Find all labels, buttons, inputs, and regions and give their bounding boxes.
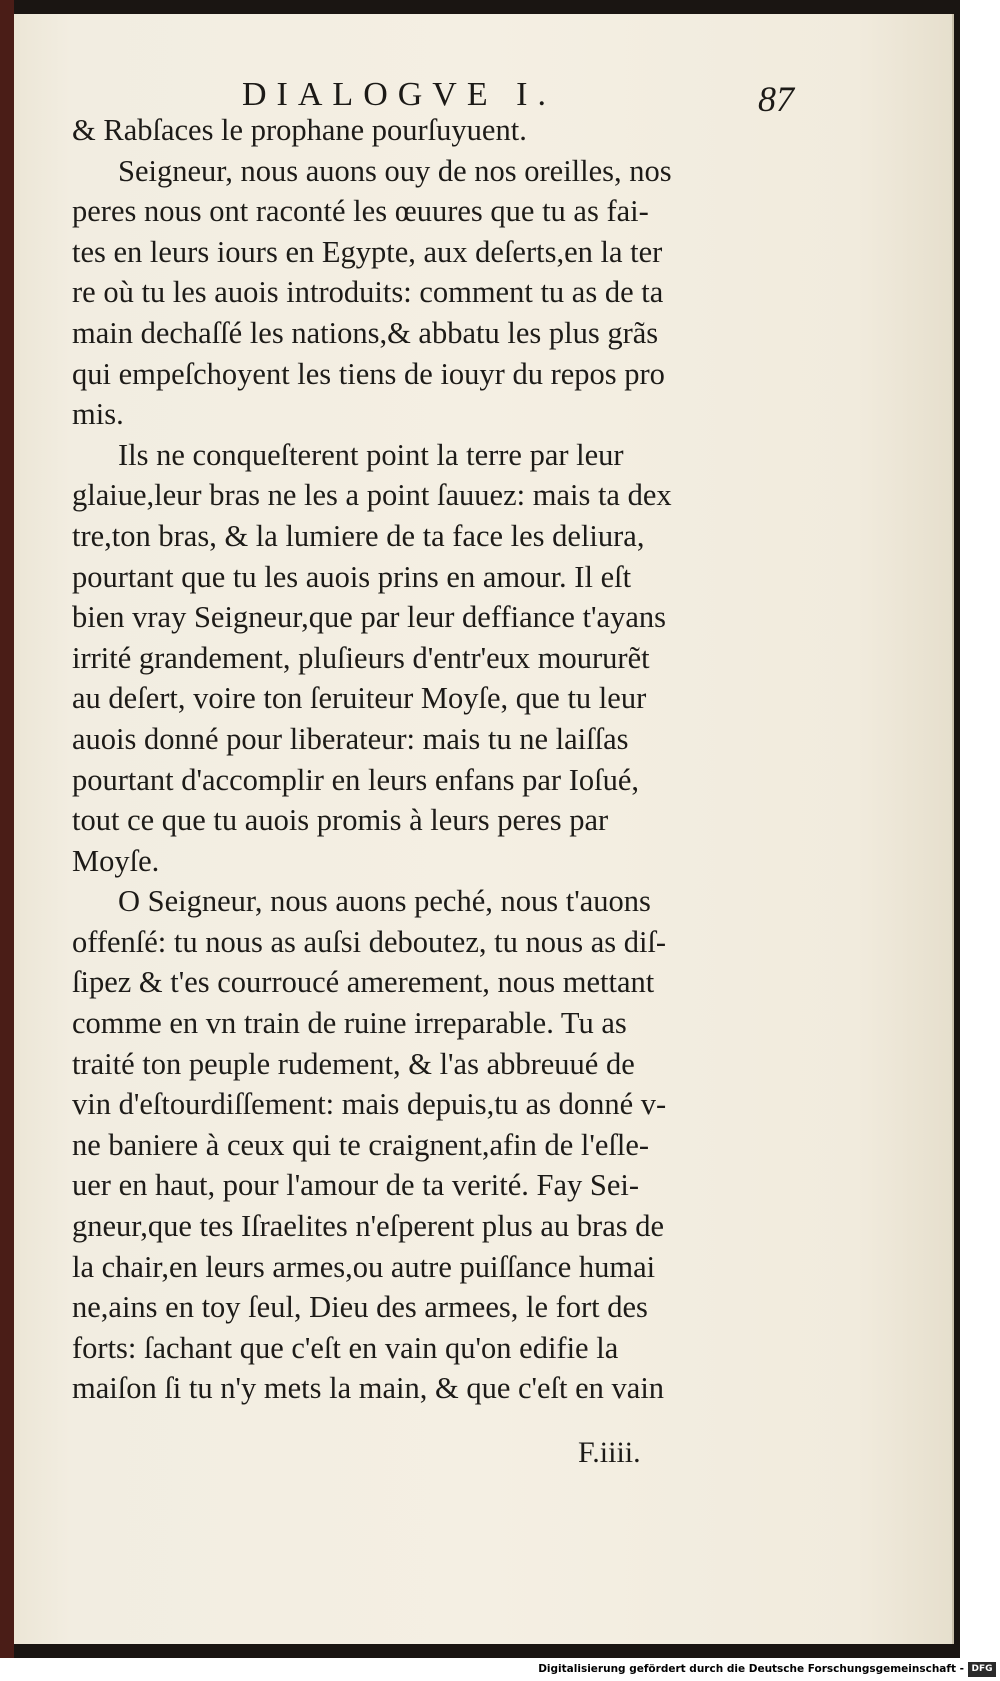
text-line: mis.	[72, 397, 124, 432]
body-text	[72, 110, 782, 1409]
book-spine	[0, 0, 14, 1658]
paragraph	[72, 881, 782, 1409]
text-line: Moyſe.	[72, 843, 160, 878]
page-number: 87	[758, 79, 794, 119]
text-line: re où tu les auois introduits: comment tu as de ta	[72, 275, 664, 310]
text-line: la chair,en leurs armes,ou autre puiſſance humai	[72, 1249, 656, 1284]
text-line: bien vray Seigneur,que par leur deffiance t'ayans	[72, 600, 666, 635]
text-line: tout ce que tu auois promis à leurs peres par	[72, 803, 609, 838]
text-line: tes en leurs iours en Egypte, aux deſerts,en la ter	[72, 234, 663, 269]
funding-credit: Digitalisierung gefördert durch die Deutsche Forschungsgemeinschaft -	[538, 1663, 964, 1675]
text-line: forts: ſachant que c'eſt en vain qu'on edifie la	[72, 1330, 619, 1365]
dfg-logo: DFG	[968, 1662, 996, 1677]
signature-mark: F.iiii.	[578, 1436, 641, 1469]
text-line: O Seigneur, nous auons peché, nous t'auons	[118, 884, 651, 919]
paragraph	[72, 110, 782, 151]
paragraph	[72, 435, 782, 882]
text-line: main dechaſſé les nations,& abbatu les plus grãs	[72, 315, 659, 350]
text-line: auois donné pour liberateur: mais tu ne laiſſas	[72, 721, 629, 756]
text-line: uer en haut, pour l'amour de ta verité. Fay Sei-	[72, 1168, 640, 1203]
text-line: comme en vn train de ruine irreparable. Tu as	[72, 1006, 627, 1041]
text-line: pourtant que tu les auois prins en amour. Il eſt	[72, 559, 632, 594]
text-line: qui empeſchoyent les tiens de iouyr du repos pro	[72, 356, 665, 391]
text-line: ne baniere à ceux qui te craignent,afin de l'eſle-	[72, 1127, 650, 1162]
text-line: irrité grandement, pluſieurs d'entr'eux moururẽt	[72, 640, 650, 675]
text-line: Seigneur, nous auons ouy de nos oreilles, nos	[118, 153, 672, 188]
text-line: tre,ton bras, & la lumiere de ta face les deliura,	[72, 518, 645, 553]
text-line: glaiue,leur bras ne les a point ſauuez: mais ta dex	[72, 478, 672, 513]
running-head: DIALOGVE I.	[242, 76, 556, 113]
text-line: gneur,que tes Iſraelites n'eſperent plus au bras de	[72, 1209, 665, 1244]
text-line: offenſé: tu nous as auſsi deboutez, tu nous as diſ-	[72, 924, 667, 959]
text-line: & Rabſaces le prophane pourſuyuent.	[72, 113, 527, 147]
text-line: ſipez & t'es courroucé amerement, nous mettant	[72, 965, 655, 1000]
text-line: maiſon ſi tu n'y mets la main, & que c'eſt en vain	[72, 1371, 665, 1406]
text-line: pourtant d'accomplir en leurs enfans par Ioſué,	[72, 762, 639, 797]
text-line: traité ton peuple rudement, & l'as abbreuué de	[72, 1046, 635, 1081]
text-line: Ils ne conqueſterent point la terre par leur	[118, 437, 624, 472]
paragraph	[72, 151, 782, 435]
text-line: ne,ains en toy ſeul, Dieu des armees, le fort des	[72, 1290, 648, 1325]
text-line: vin d'eſtourdiſſement: mais depuis,tu as donné v-	[72, 1087, 667, 1122]
text-line: peres nous ont raconté les œuures que tu as fai-	[72, 194, 649, 229]
text-line: au deſert, voire ton ſeruiteur Moyſe, que tu leur	[72, 681, 647, 716]
